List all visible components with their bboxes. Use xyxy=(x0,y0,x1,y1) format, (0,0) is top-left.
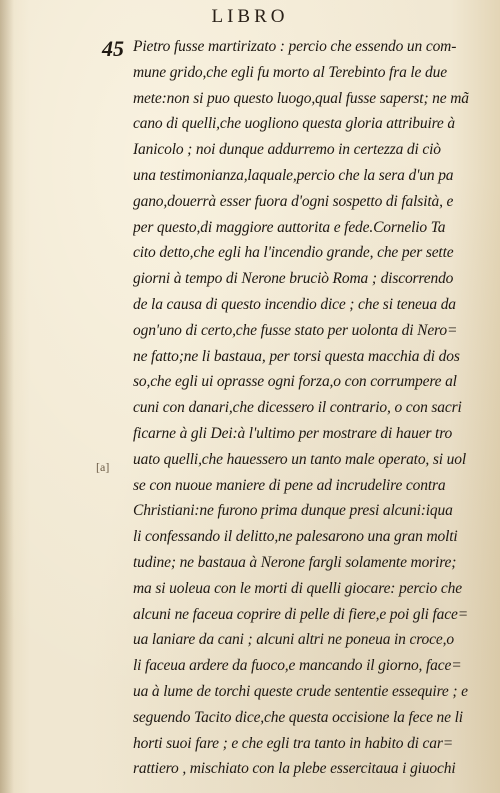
text-line: Ianicolo ; noi dunque addurremo in certezza di ciò xyxy=(133,141,441,159)
text-line: ne fatto;ne li bastaua, per torsi questa macchia di dos xyxy=(133,347,460,365)
text-line: Pietro fusse martirizato : percio che essendo un com- xyxy=(133,38,457,55)
text-line: giorni à tempo di Nerone bruciò Roma ; discorrendo xyxy=(133,270,454,288)
text-line: de la causa di questo incendio dice ; che si teneua da xyxy=(133,295,456,313)
body-text xyxy=(133,34,491,782)
text-line: uato quelli,che hauessero un tanto male operato, si uol xyxy=(133,450,467,468)
text-line: ua à lume de torchi queste crude sententie essequire ; e xyxy=(133,682,468,700)
text-line: ogn'uno di certo,che fusse stato per uolonta di Nero= xyxy=(133,321,458,339)
page-gutter-shadow xyxy=(0,0,14,793)
text-line: cano di quelli,che uogliono questa gloria attribuire à xyxy=(133,115,455,133)
text-line: ua laniare da cani ; alcuni altri ne poneua in croce,o xyxy=(133,631,454,649)
text-line: alcuni ne faceua coprire di pelle di fiere,e poi gli face= xyxy=(133,605,469,623)
page-number: 45 xyxy=(102,36,124,61)
text-line: se con nuoue maniere di pene ad incrudelire contra xyxy=(133,476,446,494)
text-line: cito detto,che egli ha l'incendio grande, che per sette xyxy=(133,244,454,262)
text-line: tudine; ne bastaua à Nerone fargli solamente morire; xyxy=(133,553,457,571)
margin-note: [a] xyxy=(96,460,110,474)
text-line: ma si uoleua con le morti di quelli giocare: percio che xyxy=(133,579,462,597)
text-line: Christiani:ne furono prima dunque presi alcuni:iqua xyxy=(133,502,453,520)
text-line: li faceua ardere da fuoco,e mancando il giorno, face= xyxy=(133,657,462,675)
text-line: per questo,di maggiore auttorita e fede.Cornelio Ta xyxy=(133,218,446,236)
text-line: gano,douerrà esser fuora d'ogni sospetto di falsità, e xyxy=(133,192,454,210)
text-line: so,che egli ui oprasse ogni forza,o con corrumpere al xyxy=(133,373,457,391)
text-line: rattiero , mischiato con la plebe essercitaua i giuochi xyxy=(133,760,456,778)
text-line: mete:non si puo questo luogo,qual fusse saperst; ne mã xyxy=(133,89,469,107)
text-line: ficarne à gli Dei:à l'ultimo per mostrare di hauer tro xyxy=(133,424,453,442)
text-line: una testimonianza,laquale,percio che la sera d'un pa xyxy=(133,166,454,184)
text-line: li confessando il delitto,ne palesarono una gran molti xyxy=(133,528,458,546)
text-line: horti suoi fare ; e che egli tra tanto in habito di car= xyxy=(133,734,454,752)
running-head: LIBRO xyxy=(211,6,289,27)
text-line: seguendo Tacito dice,che questa occisione la fece ne li xyxy=(133,708,463,726)
text-line: cuni con danari,che dicessero il contrario, o con sacri xyxy=(133,399,462,417)
text-line: mune grido,che egli fu morto al Terebinto fra le due xyxy=(133,63,447,81)
